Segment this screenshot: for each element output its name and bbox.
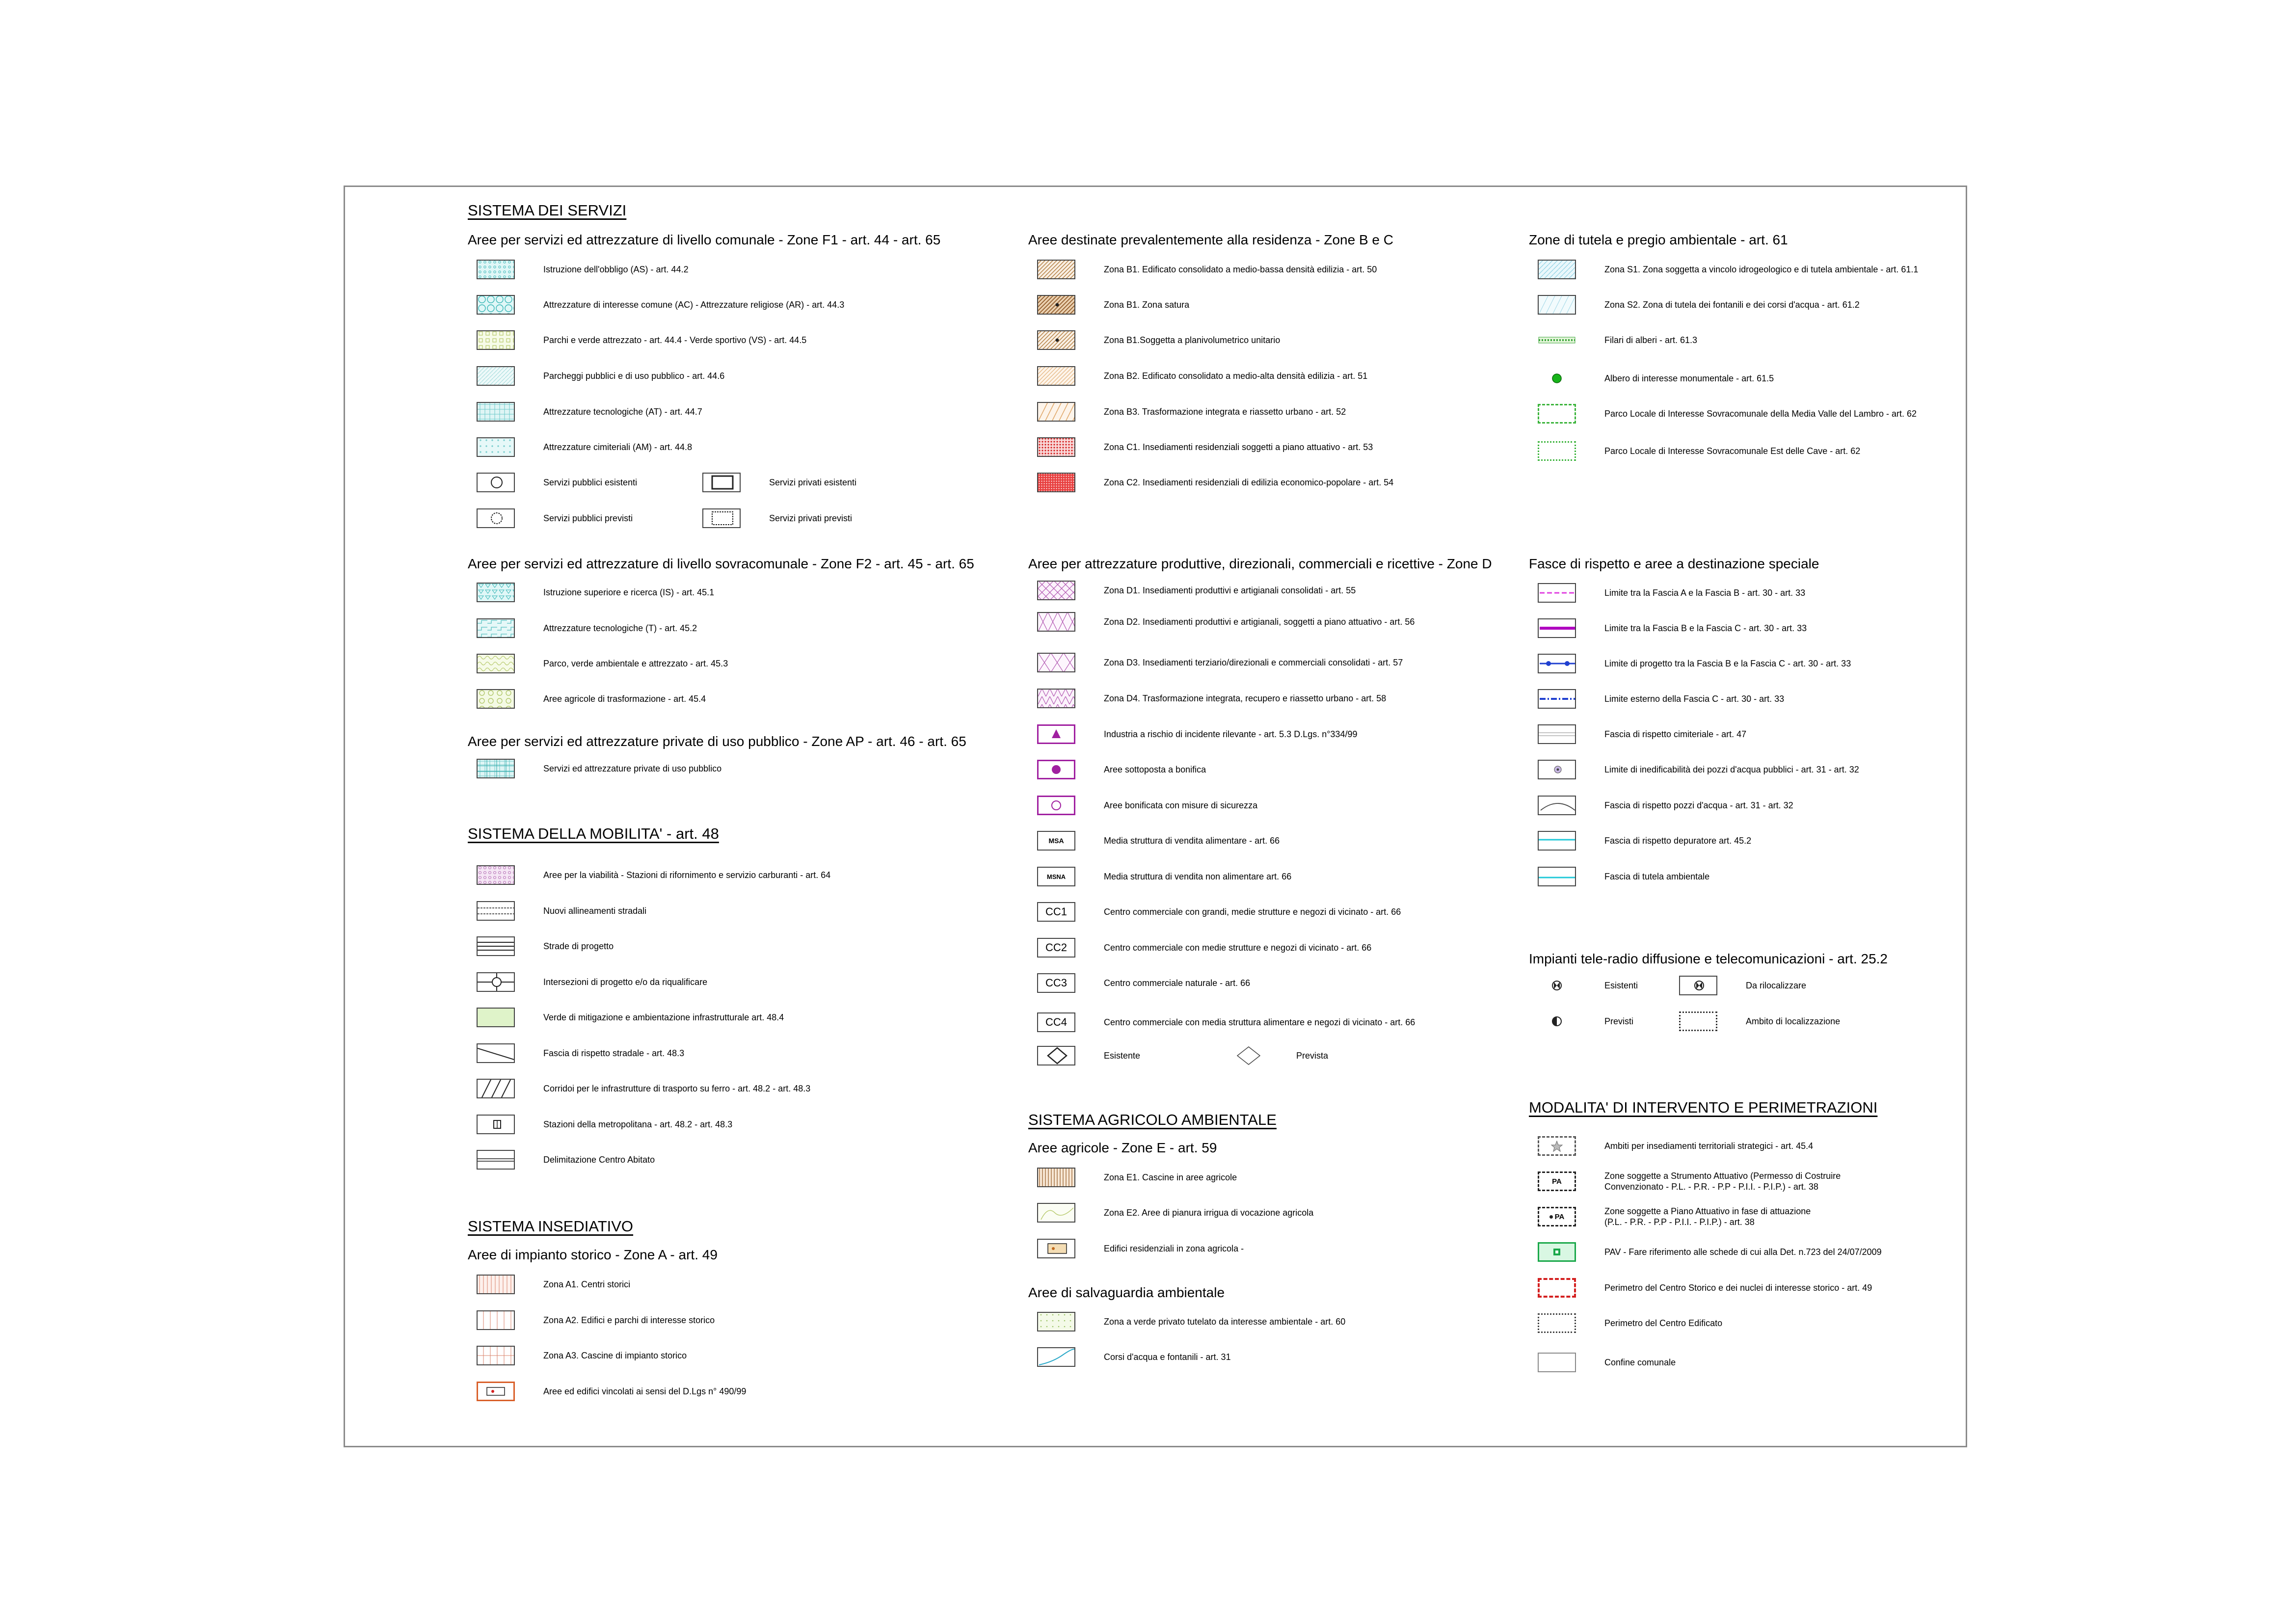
- legend-item: Zona A2. Edifici e parchi di interesse storico: [477, 1309, 715, 1331]
- legend-label-two-lines: Zone soggette a Strumento Attuativo (Permesso di Costruire Convenzionato - P.L. - P.R. - P.P - P.I.I. - P.I.P.) - art. 38: [1604, 1171, 1841, 1192]
- code-badge: CC2: [1037, 938, 1075, 958]
- circle-dashed-icon: [477, 508, 515, 528]
- hatch-swatch-icon: [1037, 653, 1075, 672]
- legend-item: Aree per la viabilità - Stazioni di rifornimento e servizio carburanti - art. 64: [477, 864, 830, 886]
- park-boundary-icon: [1538, 441, 1576, 461]
- legend-item: Parco Locale di Interesse Sovracomunale Est delle Cave - art. 62: [1538, 440, 1860, 462]
- hatch-swatch-icon: [477, 437, 515, 457]
- legend-item: Parcheggi pubblici e di uso pubblico - art. 44.6: [477, 365, 724, 387]
- legend-item: Corridoi per le infrastrutture di trasporto su ferro - art. 48.2 - art. 48.3: [477, 1078, 810, 1099]
- hatch-swatch-icon: [1538, 295, 1576, 315]
- legend-item: Zona S1. Zona soggetta a vincolo idrogeologico e di tutela ambientale - art. 61.1: [1538, 259, 1918, 280]
- heading-zone-f2: Aree per servizi ed attrezzature di livello sovracomunale - Zone F2 - art. 45 - art. 65: [468, 556, 974, 571]
- plan-badge-active: PA: [1538, 1207, 1576, 1226]
- hatch-swatch-icon: [477, 583, 515, 602]
- section-title-insediativo: SISTEMA INSEDIATIVO: [468, 1218, 634, 1235]
- hatch-swatch-icon: [477, 865, 515, 885]
- line-cyan-icon: [1538, 867, 1576, 886]
- hatch-swatch-icon: [477, 366, 515, 386]
- legend-item: MSA Media struttura di vendita alimentare - art. 66: [1037, 830, 1280, 852]
- legend-frame: [344, 186, 1967, 1447]
- hatch-swatch-icon: [477, 618, 515, 638]
- rural-building-icon: [1037, 1239, 1075, 1258]
- legend-item: Parco Locale di Interesse Sovracomunale della Media Valle del Lambro - art. 62: [1538, 403, 1917, 425]
- hatch-swatch-icon: [477, 295, 515, 315]
- legend-item: Limite tra la Fascia B e la Fascia C - art. 30 - art. 33: [1538, 617, 1807, 639]
- legend-item: Attrezzature di interesse comune (AC) - Attrezzature religiose (AR) - art. 44.3: [477, 294, 844, 316]
- legend-item: Servizi pubblici previsti: [477, 507, 681, 529]
- hatch-swatch-icon: [1538, 260, 1576, 279]
- code-badge: CC3: [1037, 973, 1075, 993]
- heading-zone-bc: Aree destinate prevalentemente alla residenza - Zone B e C: [1028, 232, 1393, 247]
- legend-item: Aree sottoposta a bonifica: [1037, 759, 1206, 780]
- hatch-swatch-icon: [1037, 581, 1075, 600]
- legend-item: CC3 Centro commerciale naturale - art. 66: [1037, 972, 1250, 994]
- heading-zone-ap: Aree per servizi ed attrezzature private di uso pubblico - Zone AP - art. 46 - art. 65: [468, 734, 966, 749]
- hatch-swatch-icon: [1037, 1203, 1075, 1223]
- well-icon: [1538, 760, 1576, 779]
- legend-item: Corsi d'acqua e fontanili - art. 31: [1037, 1346, 1231, 1368]
- legend-item: Edifici residenziali in zona agricola -: [1037, 1238, 1244, 1259]
- hatch-swatch-icon: [477, 402, 515, 422]
- legend-item: Aree ed edifici vincolati ai sensi del D.Lgs n° 490/99: [477, 1381, 746, 1402]
- heading-zone-f1: Aree per servizi ed attrezzature di livello comunale - Zone F1 - art. 44 - art. 65: [468, 232, 941, 247]
- heading-telecom: Impianti tele-radio diffusione e telecomunicazioni - art. 25.2: [1529, 951, 1888, 966]
- antenna-planned-icon: [1538, 1012, 1576, 1031]
- section-title-agricolo: SISTEMA AGRICOLO AMBIENTALE: [1028, 1111, 1277, 1128]
- legend-item: Industria a rischio di incidente rilevante - art. 5.3 D.Lgs. n°334/99: [1037, 723, 1357, 745]
- watercourse-icon: [1037, 1347, 1075, 1367]
- legend-item: Previsti: [1538, 1011, 1727, 1032]
- legend-item: Zona D4. Trasformazione integrata, recupero e riassetto urbano - art. 58: [1037, 688, 1386, 709]
- heading-fasce: Fasce di rispetto e aree a destinazione speciale: [1529, 556, 1819, 571]
- code-badge: CC1: [1037, 902, 1075, 922]
- legend-item: Attrezzature tecnologiche (AT) - art. 44.7: [477, 401, 702, 423]
- hatch-swatch-icon: [1037, 402, 1075, 422]
- municipal-boundary-icon: [1538, 1353, 1576, 1372]
- legend-item: Servizi pubblici esistenti: [477, 472, 681, 493]
- legend-item: Zona B1. Zona satura: [1037, 294, 1189, 316]
- hazard-triangle-icon: [1037, 724, 1075, 744]
- heading-tutela: Zone di tutela e pregio ambientale - art. 61: [1529, 232, 1788, 247]
- legend-item: Nuovi allineamenti stradali: [477, 900, 646, 922]
- legend-item: Parchi e verde attrezzato - art. 44.4 - Verde sportivo (VS) - art. 44.5: [477, 329, 806, 351]
- hatch-swatch-icon: [477, 759, 515, 778]
- legend-item: Aree agricole di trasformazione - art. 45.4: [477, 688, 706, 710]
- legend-item: Albero di interesse monumentale - art. 61.5: [1538, 368, 1774, 389]
- legend-item: Istruzione dell'obbligo (AS) - art. 44.2: [477, 259, 689, 280]
- heading-salvaguardia: Aree di salvaguardia ambientale: [1028, 1285, 1225, 1300]
- square-dashed-icon: [702, 508, 741, 528]
- legend-item: Zona B3. Trasformazione integrata e riassetto urbano - art. 52: [1037, 401, 1346, 423]
- code-badge: MSNA: [1037, 867, 1075, 886]
- legend-item: Servizi privati previsti: [702, 507, 852, 529]
- legend-item: Confine comunale: [1538, 1352, 1676, 1373]
- square-solid-icon: [702, 473, 741, 492]
- legend-item: [1538, 1206, 1811, 1227]
- section-title-servizi: SISTEMA DEI SERVIZI: [468, 202, 627, 219]
- built-centre-boundary-icon: [1538, 1313, 1576, 1333]
- listed-building-icon: [477, 1382, 515, 1401]
- legend-item: Zona A1. Centri storici: [477, 1274, 630, 1295]
- legend-item: Zona A3. Cascine di impianto storico: [477, 1345, 687, 1366]
- legend-item: CC2 Centro commerciale con medie strutture e negozi di vicinato - art. 66: [1037, 937, 1371, 958]
- legend-item: Verde di mitigazione e ambientazione infrastrutturale art. 48.4: [477, 1007, 784, 1028]
- remediation-dot-icon: [1037, 760, 1075, 779]
- legend-item: Intersezioni di progetto e/o da riqualificare: [477, 971, 707, 993]
- location-area-icon: [1679, 1012, 1717, 1031]
- line-solid-magenta-icon: [1538, 618, 1576, 638]
- heading-zone-d: Aree per attrezzature produttive, direzionali, commerciali e ricettive - Zone D: [1028, 556, 1492, 571]
- hatch-swatch-icon: [477, 1346, 515, 1365]
- legend-item: Parco, verde ambientale e attrezzato - art. 45.3: [477, 653, 728, 674]
- hatch-swatch-icon: [1037, 260, 1075, 279]
- legend-item: MSNA Media struttura di vendita non alimentare art. 66: [1037, 866, 1291, 887]
- legend-item: Zona B2. Edificato consolidato a medio-alta densità edilizia - art. 51: [1037, 365, 1367, 387]
- legend-item: Ambiti per insediamenti territoriali strategici - art. 45.4: [1538, 1135, 1813, 1157]
- legend-item: Ambito di localizzazione: [1679, 1011, 1840, 1032]
- line-cyan-icon: [1538, 831, 1576, 851]
- road-project-icon: [477, 936, 515, 956]
- legend-item: Prevista: [1229, 1045, 1328, 1066]
- legend-item: Da rilocalizzare: [1679, 975, 1806, 996]
- legend-item: Fascia di rispetto depuratore art. 45.2: [1538, 830, 1751, 852]
- legend-item: Limite di progetto tra la Fascia B e la Fascia C - art. 30 - art. 33: [1538, 653, 1851, 674]
- legend-item: Zona C2. Insediamenti residenziali di edilizia economico-popolare - art. 54: [1037, 472, 1393, 493]
- legend-item: Zona E2. Aree di pianura irrigua di vocazione agricola: [1037, 1202, 1313, 1224]
- section-title-mobilita: SISTEMA DELLA MOBILITA' - art. 48: [468, 825, 719, 842]
- code-badge: CC4: [1037, 1012, 1075, 1032]
- hatch-swatch-icon: [1037, 689, 1075, 708]
- legend-item: Delimitazione Centro Abitato: [477, 1149, 655, 1171]
- legend-item: Zona D3. Insediamenti terziario/direzionali e commerciali consolidati - art. 57: [1037, 652, 1403, 673]
- line-double-thin-icon: [1538, 724, 1576, 744]
- metro-station-icon: [477, 1115, 515, 1134]
- diamond-outline-icon: [1229, 1046, 1268, 1065]
- tree-row-icon: [1538, 330, 1576, 350]
- line-dashed-magenta-icon: [1538, 583, 1576, 603]
- legend-item: Limite tra la Fascia A e la Fascia B - art. 30 - art. 33: [1538, 582, 1805, 604]
- legend-item: Esistenti: [1538, 975, 1727, 996]
- legend-item: Fascia di rispetto pozzi d'acqua - art. 31 - art. 32: [1538, 795, 1793, 816]
- rail-corridor-icon: [477, 1079, 515, 1098]
- legend-item: Zona a verde privato tutelato da interesse ambientale - art. 60: [1037, 1311, 1345, 1332]
- line-blue-dashdot-icon: [1538, 689, 1576, 709]
- hatch-swatch-icon: [477, 260, 515, 279]
- intersection-icon: [477, 972, 515, 992]
- hatch-swatch-icon: [477, 330, 515, 350]
- hatch-swatch-icon: [1037, 1312, 1075, 1331]
- heading-zone-a: Aree di impianto storico - Zone A - art. 49: [468, 1247, 718, 1262]
- hatch-swatch-icon: [477, 1008, 515, 1027]
- hatch-swatch-icon: [1037, 330, 1075, 350]
- legend-item: Limite esterno della Fascia C - art. 30 - art. 33: [1538, 688, 1784, 710]
- hatch-swatch-icon: [1037, 1168, 1075, 1187]
- park-boundary-icon: [1538, 404, 1576, 424]
- legend-item: Zona S2. Zona di tutela dei fontanili e dei corsi d'acqua - art. 61.2: [1538, 294, 1860, 316]
- legend-item: Zona D2. Insediamenti produttivi e artigianali, soggetti a piano attuativo - art. 56: [1037, 611, 1415, 633]
- legend-item: Aree bonificata con misure di sicurezza: [1037, 795, 1257, 816]
- line-blue-dots-icon: [1538, 654, 1576, 673]
- centre-boundary-icon: [477, 1150, 515, 1170]
- legend-item: Attrezzature cimiteriali (AM) - art. 44.8: [477, 436, 692, 458]
- hatch-swatch-icon: [477, 689, 515, 709]
- antenna-existing-icon: [1538, 976, 1576, 995]
- legend-item: Fascia di rispetto stradale - art. 48.3: [477, 1042, 684, 1064]
- legend-item: Stazioni della metropolitana - art. 48.2 - art. 48.3: [477, 1114, 732, 1135]
- legend-item: Filari di alberi - art. 61.3: [1538, 329, 1697, 351]
- diamond-solid-icon: [1037, 1046, 1075, 1065]
- hatch-swatch-icon: [1037, 473, 1075, 492]
- legend-item: Zona B1.Soggetta a planivolumetrico unitario: [1037, 329, 1280, 351]
- legend-item: Esistente: [1037, 1045, 1217, 1066]
- hatch-swatch-icon: [1037, 366, 1075, 386]
- legend-item: PAV - Fare riferimento alle schede di cui alla Det. n.723 del 24/07/2009: [1538, 1241, 1882, 1263]
- legend-item: CC4 Centro commerciale con media struttura alimentare e negozi di vicinato - art. 66: [1037, 1012, 1415, 1033]
- historic-centre-boundary-icon: [1538, 1278, 1576, 1298]
- legend-item: Perimetro del Centro Edificato: [1538, 1312, 1722, 1334]
- legend-item: Zona C1. Insediamenti residenziali soggetti a piano attuativo - art. 53: [1037, 436, 1373, 458]
- code-badge: MSA: [1037, 831, 1075, 851]
- tree-icon: [1538, 369, 1576, 388]
- legend-item: Zona E1. Cascine in aree agricole: [1037, 1167, 1237, 1188]
- plan-badge: PA: [1538, 1171, 1576, 1191]
- circle-solid-border-icon: [477, 473, 515, 492]
- pav-icon: [1538, 1242, 1576, 1262]
- legend-item: Strade di progetto: [477, 935, 614, 957]
- legend-item: CC1 Centro commerciale con grandi, medie strutture e negozi di vicinato - art. 66: [1037, 901, 1401, 923]
- section-title-modalita: MODALITA' DI INTERVENTO E PERIMETRAZIONI: [1529, 1099, 1878, 1116]
- legend-item: Fascia di rispetto cimiteriale - art. 47: [1538, 723, 1746, 745]
- hatch-swatch-icon: [477, 1275, 515, 1294]
- hatch-swatch-icon: [1037, 295, 1075, 315]
- antenna-relocate-icon: [1679, 976, 1717, 995]
- legend-item: Istruzione superiore e ricerca (IS) - art. 45.1: [477, 582, 714, 603]
- remediation-ring-icon: [1037, 796, 1075, 815]
- well-buffer-arc-icon: [1538, 796, 1576, 815]
- legend-item: Perimetro del Centro Storico e dei nuclei di interesse storico - art. 49: [1538, 1277, 1872, 1299]
- legend-item: Attrezzature tecnologiche (T) - art. 45.2: [477, 617, 697, 639]
- hatch-swatch-icon: [477, 1310, 515, 1330]
- road-alignment-icon: [477, 901, 515, 921]
- heading-zone-e: Aree agricole - Zone E - art. 59: [1028, 1140, 1217, 1155]
- star-area-icon: [1538, 1136, 1576, 1156]
- road-buffer-icon: [477, 1043, 515, 1063]
- legend-item: Servizi privati esistenti: [702, 472, 856, 493]
- hatch-swatch-icon: [1037, 612, 1075, 632]
- hatch-swatch-icon: [1037, 437, 1075, 457]
- legend-item: Zona D1. Insediamenti produttivi e artigianali consolidati - art. 55: [1037, 580, 1356, 601]
- legend-item: Fascia di tutela ambientale: [1538, 866, 1709, 887]
- legend-item: Zona B1. Edificato consolidato a medio-bassa densità edilizia - art. 50: [1037, 259, 1377, 280]
- legend-label-two-lines: Zone soggette a Piano Attuativo in fase di attuazione (P.L. - P.R. - P.P - P.I.I. - P.I.P.) - art. 38: [1604, 1206, 1811, 1227]
- legend-item: Servizi ed attrezzature private di uso pubblico: [477, 758, 721, 779]
- hatch-swatch-icon: [477, 654, 515, 673]
- legend-item: [1538, 1171, 1841, 1192]
- legend-item: Limite di inedificabilità dei pozzi d'acqua pubblici - art. 31 - art. 32: [1538, 759, 1859, 780]
